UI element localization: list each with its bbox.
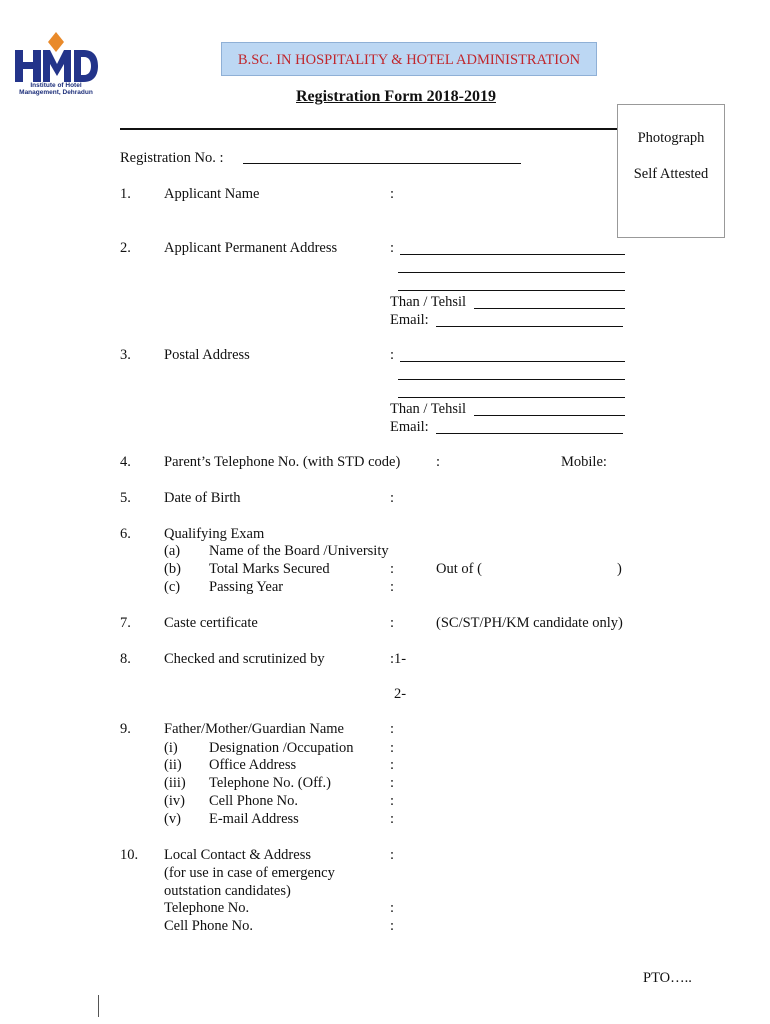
field-1-number: 1.: [120, 186, 131, 202]
pto-label: PTO…..: [643, 970, 692, 986]
passing-year-label: Passing Year: [209, 579, 284, 595]
date-of-birth-colon: :: [390, 490, 395, 506]
date-of-birth-label: Date of Birth: [164, 490, 241, 506]
postal-email-label: Email:: [390, 419, 429, 435]
logo-subtitle: Institute of Hotel Management, Dehradun: [19, 82, 93, 96]
total-marks-colon: :: [390, 561, 395, 577]
field-9-number: 9.: [120, 721, 131, 737]
office-telephone-colon: :: [390, 775, 395, 791]
guardian-item-mark: (ii): [164, 757, 182, 773]
board-university-label: Name of the Board /University: [209, 543, 389, 559]
field-8-number: 8.: [120, 651, 131, 667]
out-of-label: Out of (: [436, 561, 482, 577]
guardian-item-mark: (i): [164, 740, 178, 756]
parent-telephone-colon: :: [436, 454, 441, 470]
field-4-number: 4.: [120, 454, 131, 470]
permanent-email-label: Email:: [390, 312, 429, 328]
local-contact-label: Local Contact & Address: [164, 847, 311, 863]
photograph-box[interactable]: [617, 104, 725, 238]
ihm-logo-icon: [12, 32, 98, 84]
local-telephone-colon: :: [390, 900, 395, 916]
form-title: Registration Form 2018-2019: [296, 88, 496, 105]
designation-occupation-label: Designation /Occupation: [209, 740, 354, 756]
guardian-name-label: Father/Mother/Guardian Name: [164, 721, 344, 737]
postal-tehsil-label: Than / Tehsil: [390, 401, 467, 417]
permanent-tehsil-label: Than / Tehsil: [390, 294, 467, 310]
qualifying-c-mark: (c): [164, 579, 181, 595]
photograph-label: Photograph: [637, 130, 705, 146]
applicant-name-label: Applicant Name: [164, 186, 260, 202]
mobile-label: Mobile:: [561, 454, 607, 470]
permanent-address-colon: :: [390, 240, 395, 256]
scrutinizer-2-label: 2-: [394, 686, 407, 702]
postal-email-field[interactable]: [436, 433, 623, 434]
postal-address-line-2[interactable]: [398, 379, 625, 380]
office-address-label: Office Address: [209, 757, 297, 773]
passing-year-colon: :: [390, 579, 395, 595]
checked-scrutinized-label: Checked and scrutinized by: [164, 651, 325, 667]
parent-telephone-label: Parent’s Telephone No. (with STD code): [164, 454, 401, 470]
guardian-item-mark: (iv): [164, 793, 185, 809]
guardian-cell-phone-label: Cell Phone No.: [209, 793, 299, 809]
designation-occupation-colon: :: [390, 740, 395, 756]
registration-label: Registration No. :: [120, 150, 224, 166]
qualifying-b-mark: (b): [164, 561, 181, 577]
total-marks-label: Total Marks Secured: [209, 561, 330, 577]
qualifying-exam-label: Qualifying Exam: [164, 526, 265, 542]
field-10-number: 10.: [120, 847, 139, 863]
program-banner: B.SC. IN HOSPITALITY & HOTEL ADMINISTRATION: [221, 42, 597, 76]
postal-tehsil-field[interactable]: [474, 415, 625, 416]
permanent-address-line-3[interactable]: [398, 290, 625, 291]
guardian-item-mark: (v): [164, 811, 181, 827]
registration-number-field[interactable]: [243, 163, 521, 164]
permanent-address-line-2[interactable]: [398, 272, 625, 273]
caste-certificate-note: (SC/ST/PH/KM candidate only): [436, 615, 623, 631]
out-of-close-paren: ): [617, 561, 622, 577]
permanent-address-line-1[interactable]: [400, 254, 625, 255]
postal-address-line-3[interactable]: [398, 397, 625, 398]
local-cell-phone-colon: :: [390, 918, 395, 934]
guardian-item-mark: (iii): [164, 775, 186, 791]
field-3-number: 3.: [120, 347, 131, 363]
guardian-cell-phone-colon: :: [390, 793, 395, 809]
guardian-name-colon: :: [390, 721, 395, 737]
postal-address-label: Postal Address: [164, 347, 250, 363]
caste-certificate-label: Caste certificate: [164, 615, 258, 631]
scrutinizer-1-label: :1-: [390, 651, 407, 667]
office-telephone-label: Telephone No. (Off.): [209, 775, 331, 791]
permanent-address-label: Applicant Permanent Address: [164, 240, 338, 256]
postal-address-line-1[interactable]: [400, 361, 625, 362]
permanent-tehsil-field[interactable]: [474, 308, 625, 309]
field-7-number: 7.: [120, 615, 131, 631]
qualifying-a-mark: (a): [164, 543, 181, 559]
office-address-colon: :: [390, 757, 395, 773]
local-contact-note-1: (for use in case of emergency: [164, 865, 335, 881]
permanent-email-field[interactable]: [436, 326, 623, 327]
local-contact-colon: :: [390, 847, 395, 863]
self-attested-label: Self Attested: [633, 166, 709, 182]
field-6-number: 6.: [120, 526, 131, 542]
applicant-name-colon: :: [390, 186, 395, 202]
guardian-email-colon: :: [390, 811, 395, 827]
local-contact-note-2: outstation candidates): [164, 883, 291, 899]
caste-certificate-colon: :: [390, 615, 395, 631]
field-2-number: 2.: [120, 240, 131, 256]
local-telephone-label: Telephone No.: [164, 900, 250, 916]
field-5-number: 5.: [120, 490, 131, 506]
header-divider: [120, 128, 622, 130]
postal-address-colon: :: [390, 347, 395, 363]
local-cell-phone-label: Cell Phone No.: [164, 918, 254, 934]
page-margin-mark: [98, 995, 99, 1017]
guardian-email-label: E-mail Address: [209, 811, 299, 827]
